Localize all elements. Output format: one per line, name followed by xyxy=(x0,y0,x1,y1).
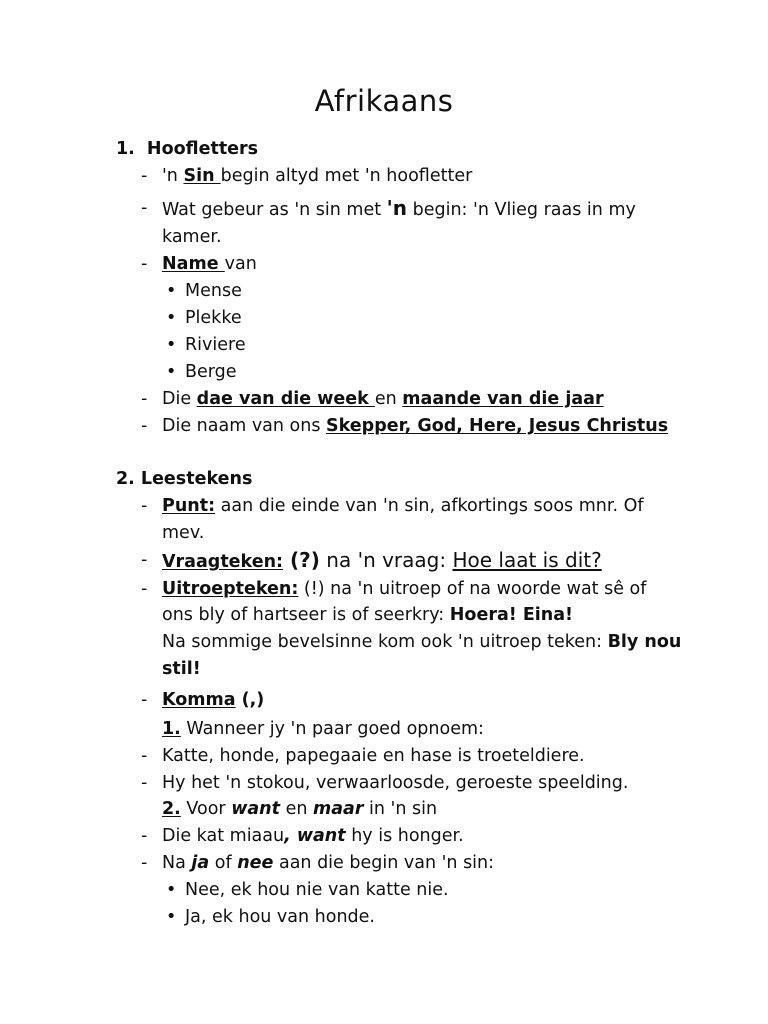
text: van xyxy=(224,254,257,274)
example-adjectives: Hy het 'n stokou, verwaarloosde, geroeste speelding. xyxy=(162,773,629,793)
keyword-n: 'n xyxy=(386,196,408,220)
dash: - xyxy=(141,579,148,599)
rule-names xyxy=(162,253,257,275)
rule-n-start-cont: kamer. xyxy=(162,227,222,247)
keyword-vraagteken: Vraagteken: xyxy=(162,552,284,572)
rule-question-mark xyxy=(162,549,602,573)
list-item: Ja, ek hou van honde. xyxy=(185,907,375,927)
text: (!) na 'n uitroep of na woorde wat sê of xyxy=(298,579,647,599)
list-item: Nee, ek hou nie van katte nie. xyxy=(185,880,449,900)
text: Na xyxy=(162,853,192,873)
dash: - xyxy=(141,853,148,873)
keyword-maar: maar xyxy=(312,799,364,819)
bullet: • xyxy=(166,907,177,927)
text: begin: 'n Vlieg raas in my xyxy=(407,200,636,220)
dash: - xyxy=(141,773,148,793)
rule-comma xyxy=(162,689,264,711)
text: Voor xyxy=(180,799,232,819)
dash: - xyxy=(141,550,148,570)
keyword-want: , want xyxy=(284,826,346,846)
section1-number: 1. xyxy=(116,139,135,159)
example-want xyxy=(162,825,464,847)
rule-number: 2. xyxy=(162,799,181,819)
bullet: • xyxy=(166,362,177,382)
rule-creator xyxy=(162,415,668,437)
keyword-uitroepteken: Uitroepteken: xyxy=(162,579,299,599)
example-command-cont: stil! xyxy=(162,659,201,679)
text: begin altyd met 'n hoofletter xyxy=(220,166,473,186)
text: 'n xyxy=(162,166,184,186)
page-title: Afrikaans xyxy=(314,84,454,118)
keyword-sin: Sin xyxy=(183,166,221,186)
keyword-nee: nee xyxy=(237,853,274,873)
rule-exclamation-command xyxy=(162,631,681,653)
text: of xyxy=(209,853,238,873)
rule-full-stop-cont: mev. xyxy=(162,523,205,543)
text: Na sommige bevelsinne kom ook 'n uitroep teken: xyxy=(162,632,608,652)
rule-days-months xyxy=(162,388,604,410)
keyword-name: Name xyxy=(162,254,225,274)
list-item: Mense xyxy=(185,281,242,301)
symbol-comma: (,) xyxy=(235,690,265,710)
comma-rule-1 xyxy=(162,718,484,740)
rule-exclamation xyxy=(162,578,646,600)
rule-full-stop xyxy=(162,495,644,517)
text: aan die begin van 'n sin: xyxy=(273,853,495,873)
keyword-months: maande van die jaar xyxy=(402,389,604,409)
text: na 'n vraag: xyxy=(319,548,453,572)
text: en xyxy=(280,799,313,819)
bullet: • xyxy=(166,308,177,328)
keyword-want: want xyxy=(231,799,280,819)
text: ons bly of hartseer is of seerkry: xyxy=(162,605,450,625)
dash: - xyxy=(141,198,148,218)
dash: - xyxy=(141,826,148,846)
dash: - xyxy=(141,746,148,766)
dash: - xyxy=(141,416,148,436)
list-item: Berge xyxy=(185,362,237,382)
list-item: Plekke xyxy=(185,308,242,328)
keyword-creator: Skepper, God, Here, Jesus Christus xyxy=(326,416,669,436)
section2-heading: 2. Leestekens xyxy=(116,469,253,489)
rule-exclamation-cont xyxy=(162,604,573,626)
text: hy is honger. xyxy=(345,826,464,846)
dash: - xyxy=(141,166,148,186)
bullet: • xyxy=(166,335,177,355)
rule-sentence-capital xyxy=(162,165,472,187)
example-command: Bly nou xyxy=(607,632,682,652)
text: Wanneer jy 'n paar goed opnoem: xyxy=(180,719,484,739)
keyword-ja: ja xyxy=(191,853,210,873)
example-question: Hoe laat is dit? xyxy=(452,548,602,572)
dash: - xyxy=(141,389,148,409)
text: Die naam van ons xyxy=(162,416,327,436)
bullet: • xyxy=(166,880,177,900)
dash: - xyxy=(141,254,148,274)
text: Die xyxy=(162,389,197,409)
dash: - xyxy=(141,496,148,516)
rule-ja-nee xyxy=(162,852,494,874)
dash: - xyxy=(141,690,148,710)
text: Wat gebeur as 'n sin met xyxy=(162,200,387,220)
comma-rule-2 xyxy=(162,798,437,820)
text: aan die einde van 'n sin, afkortings soos mnr. Of xyxy=(215,496,644,516)
keyword-komma: Komma xyxy=(162,690,236,710)
keyword-days: dae van die week xyxy=(196,389,375,409)
text: Die kat miaau xyxy=(162,826,285,846)
bullet: • xyxy=(166,281,177,301)
rule-n-start xyxy=(162,197,636,221)
symbol-question: (?) xyxy=(283,548,320,572)
example-list: Katte, honde, papegaaie en hase is troeteldiere. xyxy=(162,746,585,766)
list-item: Riviere xyxy=(185,335,246,355)
rule-number: 1. xyxy=(162,719,181,739)
text: in 'n sin xyxy=(363,799,438,819)
section1-title: Hoofletters xyxy=(146,139,259,159)
keyword-punt: Punt: xyxy=(162,496,216,516)
text: en xyxy=(374,389,403,409)
section1-heading xyxy=(116,138,258,160)
example-exclamations: Hoera! Eina! xyxy=(449,605,574,625)
